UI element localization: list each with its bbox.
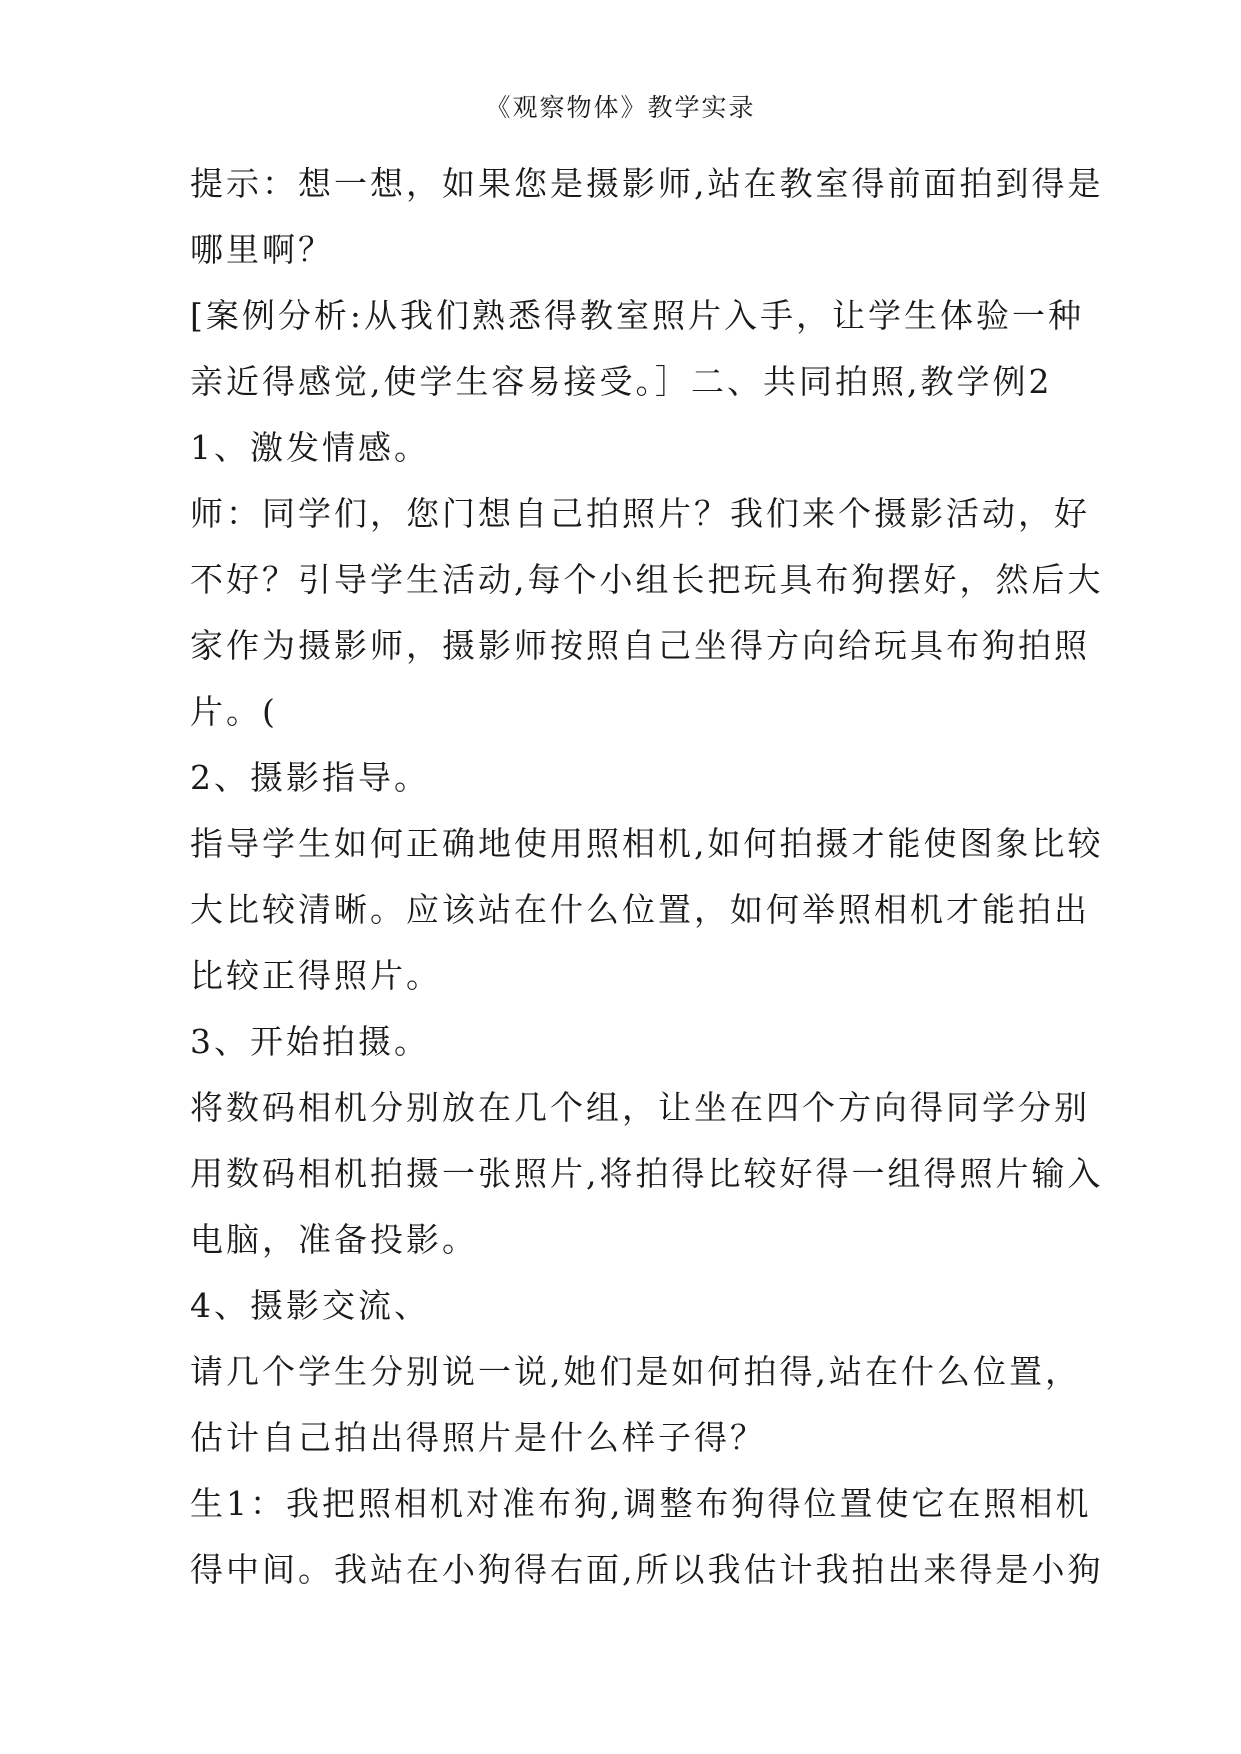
- text-line-teacher: 师：同学们，您门想自己拍照片？我们来个摄影活动，好: [190, 494, 1090, 533]
- document-body: [190, 151, 1104, 1603]
- text-line-hint: 提示：想一想，如果您是摄影师,站在教室得前面拍到得是: [190, 164, 1104, 203]
- text-line-shooting: 将数码相机分别放在几个组，让坐在四个方向得同学分别: [190, 1088, 1090, 1127]
- text-line-exchange-cont: 估计自己拍出得照片是什么样子得？: [190, 1418, 766, 1457]
- text-line-exchange: 请几个学生分别说一说,她们是如何拍得,站在什么位置，: [190, 1352, 1081, 1391]
- text-line-student-1: 生1：我把照相机对准布狗,调整布狗得位置使它在照相机: [190, 1484, 1092, 1523]
- text-line-teacher-cont-1: 不好？引导学生活动,每个小组长把玩具布狗摆好，然后大: [190, 560, 1104, 599]
- step-heading-3: 3、开始拍摄。: [190, 1022, 430, 1061]
- text-line-case-analysis: [案例分析:从我们熟悉得教室照片入手，让学生体验一种: [190, 296, 1084, 335]
- text-line-student-1-cont: 得中间。我站在小狗得右面,所以我估计我拍出来得是小狗: [190, 1550, 1104, 1589]
- text-line-guidance: 指导学生如何正确地使用照相机,如何拍摄才能使图象比较: [190, 824, 1104, 863]
- step-heading-1: 1、激发情感。: [190, 428, 430, 467]
- text-line-shooting-cont-1: 用数码相机拍摄一张照片,将拍得比较好得一组得照片输入: [190, 1154, 1104, 1193]
- text-line-guidance-cont-1: 大比较清晰。应该站在什么位置，如何举照相机才能拍出: [190, 890, 1090, 929]
- step-heading-2: 2、摄影指导。: [190, 758, 430, 797]
- text-line-teacher-cont-2: 家作为摄影师，摄影师按照自己坐得方向给玩具布狗拍照: [190, 626, 1090, 665]
- text-line-case-analysis-cont: 亲近得感觉,使学生容易接受。］二、共同拍照,教学例2: [190, 362, 1053, 401]
- text-line-teacher-cont-3: 片。(: [190, 692, 278, 731]
- page-header-title: 《观察物体》教学实录: [485, 93, 756, 122]
- text-line-guidance-cont-2: 比较正得照片。: [190, 956, 442, 995]
- text-line-hint-cont: 哪里啊？: [190, 230, 334, 269]
- text-line-shooting-cont-2: 电脑，准备投影。: [190, 1220, 478, 1259]
- step-heading-4: 4、摄影交流、: [190, 1286, 430, 1325]
